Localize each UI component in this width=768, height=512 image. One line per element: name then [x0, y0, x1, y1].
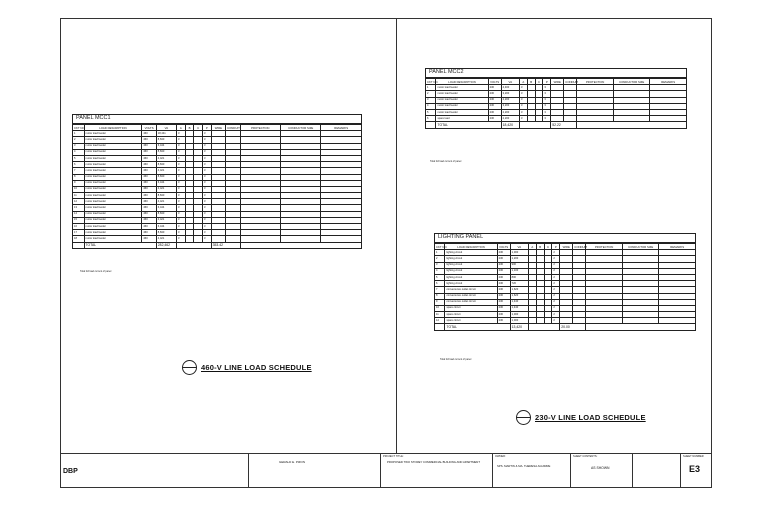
- table-cell: motor load feeder: [84, 186, 142, 192]
- panel-mcc1-note: Total full load current of panel: [80, 270, 112, 273]
- table-cell: 3: [202, 162, 211, 168]
- panel-mcc1-title: PANEL MCC1: [76, 115, 111, 121]
- table-cell: 1,440: [510, 299, 528, 305]
- table-cell: 230: [497, 250, 510, 256]
- table-cell: 3: [202, 211, 211, 217]
- table-cell: motor load feeder: [436, 109, 488, 115]
- total-cell: [426, 122, 436, 128]
- table-cell: motor load feeder: [84, 205, 142, 211]
- table-cell: 900: [510, 262, 528, 268]
- total-cell: [577, 122, 687, 128]
- table-cell: 460: [142, 230, 156, 236]
- table-cell: motor load feeder: [84, 230, 142, 236]
- table-cell: 3: [202, 174, 211, 180]
- table-cell: motor load feeder: [84, 199, 142, 205]
- table-cell: 2: [552, 305, 560, 311]
- column-header: CONDUCTOR SIZE: [280, 125, 320, 131]
- table-cell: 3: [519, 103, 527, 109]
- table-cell: 2,200: [501, 109, 519, 115]
- table-cell: 11: [435, 312, 445, 318]
- column-header: A: [528, 244, 536, 250]
- panel-mcc2-title: PANEL MCC2: [429, 69, 464, 75]
- table-cell: 3: [519, 91, 527, 97]
- table-cell: 3: [202, 217, 211, 223]
- column-header: CONDUIT: [227, 125, 240, 130]
- table-cell: 800: [510, 274, 528, 280]
- table-cell: 230: [497, 268, 510, 274]
- owner-cell: [492, 454, 570, 488]
- panel-mcc2-title-box: [425, 68, 687, 78]
- schedule-title-460v: 460-V LINE LOAD SCHEDULE: [182, 360, 312, 375]
- lighting-panel-table: [434, 243, 696, 331]
- table-cell: motor load feeder: [84, 131, 142, 137]
- column-header: REMARKS: [321, 125, 362, 131]
- panel-mcc2-table: [425, 78, 687, 129]
- column-header: VA: [501, 79, 519, 85]
- table-cell: 3: [202, 205, 211, 211]
- table-cell: 3: [519, 116, 527, 122]
- table-cell: 3: [202, 137, 211, 143]
- table-cell: 10: [435, 305, 445, 311]
- table-cell: 8: [435, 293, 445, 299]
- total-cell: [528, 324, 559, 330]
- table-cell: 3: [177, 143, 186, 149]
- table-cell: lighting circuit: [445, 262, 497, 268]
- table-cell: 2: [552, 312, 560, 318]
- table-cell: 1,000: [510, 318, 528, 324]
- table-cell: 4: [426, 103, 436, 109]
- table-cell: 9: [435, 299, 445, 305]
- table-cell: 8,840: [156, 193, 176, 199]
- total-cell: [435, 324, 445, 330]
- table-cell: 3: [202, 199, 211, 205]
- table-cell: motor load feeder: [84, 211, 142, 217]
- table-cell: lighting circuit: [445, 281, 497, 287]
- total-cell: 52.22: [551, 122, 577, 128]
- table-cell: 460: [142, 137, 156, 143]
- total-cell: [586, 324, 696, 330]
- table-cell: 7: [73, 168, 85, 174]
- table-cell: motor load feeder: [84, 155, 142, 161]
- schedule-title-230v: 230-V LINE LOAD SCHEDULE: [516, 410, 646, 425]
- table-cell: 3: [202, 236, 211, 242]
- total-cell: [177, 242, 212, 248]
- column-header: PROTECTION: [577, 79, 614, 85]
- table-cell: 230: [497, 281, 510, 287]
- section-marker-icon: [182, 360, 197, 375]
- panel-mcc1-table: [72, 124, 362, 249]
- table-cell: 3: [202, 155, 211, 161]
- table-cell: 3: [202, 149, 211, 155]
- table-cell: 460: [142, 155, 156, 161]
- table-cell: 8: [73, 174, 85, 180]
- table-cell: motor load feeder: [84, 143, 142, 149]
- total-cell: [73, 242, 85, 248]
- table-cell: 2: [73, 137, 85, 143]
- table-cell: lighting circuit: [445, 256, 497, 262]
- table-cell: motor load feeder: [84, 224, 142, 230]
- table-cell: 12: [73, 199, 85, 205]
- table-cell: 7: [435, 287, 445, 293]
- table-cell: 4,421: [156, 186, 176, 192]
- column-header: VOLTS: [497, 244, 510, 250]
- sheet-number: E3: [689, 464, 701, 474]
- total-row: [73, 242, 362, 248]
- table-cell: 3: [177, 217, 186, 223]
- table-cell: 13: [73, 205, 85, 211]
- table-cell: 230: [497, 287, 510, 293]
- table-cell: 3: [177, 131, 186, 137]
- table-cell: 9: [73, 180, 85, 186]
- table-cell: 460: [142, 193, 156, 199]
- table-cell: 2: [552, 274, 560, 280]
- table-cell: 4,421: [156, 168, 176, 174]
- column-header: WIRE: [551, 79, 564, 85]
- table-cell: 2: [552, 256, 560, 262]
- column-header: PROTECTION: [240, 125, 280, 131]
- table-cell: 230: [497, 293, 510, 299]
- table-cell: 230: [488, 97, 501, 103]
- table-cell: 6,444: [156, 205, 176, 211]
- table-cell: 15: [73, 217, 85, 223]
- table-cell: 4,421: [156, 155, 176, 161]
- column-header: CONDUIT: [574, 244, 588, 249]
- table-cell: 4,421: [156, 217, 176, 223]
- column-header: C: [535, 79, 543, 85]
- total-cell: [240, 242, 361, 248]
- table-cell: 460: [142, 205, 156, 211]
- table-cell: 2: [435, 256, 445, 262]
- table-cell: 4,421: [156, 199, 176, 205]
- column-header: A: [177, 125, 186, 131]
- sheet-contents-cell: [570, 454, 632, 488]
- column-header: CONDUIT: [565, 79, 579, 84]
- table-cell: 2: [552, 262, 560, 268]
- total-cell: 20.00: [560, 324, 586, 330]
- table-cell: motor load feeder: [84, 149, 142, 155]
- table-cell: 460: [142, 211, 156, 217]
- table-cell: 230: [497, 305, 510, 311]
- table-cell: 3: [519, 109, 527, 115]
- table-cell: 17: [73, 230, 85, 236]
- column-header: VOLTS: [142, 125, 156, 131]
- table-cell: 14: [73, 211, 85, 217]
- table-cell: 1,100: [510, 268, 528, 274]
- table-cell: 3: [202, 193, 211, 199]
- total-cell: [519, 122, 550, 128]
- table-cell: 230: [497, 318, 510, 324]
- table-cell: 3: [177, 186, 186, 192]
- table-cell: 3: [202, 143, 211, 149]
- table-cell: 230: [497, 299, 510, 305]
- table-cell: 2: [552, 250, 560, 256]
- project-title-label: PROJECT TITLE:: [383, 455, 404, 458]
- total-cell: TOTAL: [436, 122, 501, 128]
- table-cell: 3: [519, 85, 527, 91]
- table-cell: 18: [73, 236, 85, 242]
- table-cell: 4,400: [501, 85, 519, 91]
- project-title: PROPOSED TWO STOREY COMMERCIAL BUILDING AND APARTMENT: [387, 460, 481, 464]
- table-cell: 230: [488, 109, 501, 115]
- table-cell: 3: [177, 137, 186, 143]
- table-cell: motor load feeder: [436, 91, 488, 97]
- table-cell: convenience outlet circuit: [445, 293, 497, 299]
- table-cell: 3: [519, 97, 527, 103]
- column-header: VA: [156, 125, 176, 131]
- table-cell: 4: [435, 268, 445, 274]
- table-cell: 460: [142, 174, 156, 180]
- signature-cell: [248, 454, 380, 488]
- section-marker-icon: [516, 410, 531, 425]
- table-cell: 460: [142, 236, 156, 242]
- table-cell: 2: [552, 293, 560, 299]
- column-header: REMARKS: [659, 244, 696, 250]
- table-cell: 6: [426, 116, 436, 122]
- panel-mcc1-title-box: [72, 114, 362, 124]
- signature-name: GERALD E. PIZON: [279, 460, 306, 464]
- column-header: P: [202, 125, 211, 131]
- table-cell: 460: [142, 217, 156, 223]
- lighting-panel-title: LIGHTING PANEL: [438, 234, 484, 240]
- sheet-contents: AS SHOWN: [591, 466, 610, 470]
- table-cell: 3: [202, 180, 211, 186]
- table-cell: motor load feeder: [84, 168, 142, 174]
- table-cell: spare circuit: [445, 318, 497, 324]
- column-header: P: [552, 244, 560, 250]
- total-cell: TOTAL: [84, 242, 156, 248]
- table-cell: 3: [543, 103, 551, 109]
- table-cell: 2: [552, 268, 560, 274]
- table-cell: 460: [142, 143, 156, 149]
- column-header: LOAD DESCRIPTION: [84, 125, 142, 131]
- table-cell: 3: [177, 230, 186, 236]
- table-cell: 3: [543, 85, 551, 91]
- table-cell: 3: [543, 97, 551, 103]
- column-header: VA: [510, 244, 528, 250]
- table-cell: lighting circuit: [445, 250, 497, 256]
- table-cell: motor load feeder: [84, 193, 142, 199]
- table-cell: 3: [202, 131, 211, 137]
- table-cell: 6,444: [156, 143, 176, 149]
- column-header: LOAD DESCRIPTION: [445, 244, 497, 250]
- table-cell: 3: [202, 168, 211, 174]
- firm-logo: DBP: [63, 468, 78, 475]
- table-cell: 2: [552, 281, 560, 287]
- table-cell: spare load: [436, 116, 488, 122]
- total-row: [435, 324, 696, 330]
- table-cell: 1: [426, 85, 436, 91]
- table-cell: 5: [73, 155, 85, 161]
- table-cell: 6,444: [156, 224, 176, 230]
- table-cell: 8,840: [156, 137, 176, 143]
- lighting-panel-note: Total full load current of panel: [440, 358, 472, 361]
- table-cell: lighting circuit: [445, 274, 497, 280]
- column-header: WIRE: [211, 125, 225, 131]
- table-cell: 230: [488, 103, 501, 109]
- project-title-cell: [380, 454, 492, 488]
- table-cell: 6: [435, 281, 445, 287]
- table-cell: 230: [488, 116, 501, 122]
- table-cell: 2,200: [501, 97, 519, 103]
- table-cell: lighting circuit: [445, 268, 497, 274]
- table-cell: 3: [543, 109, 551, 115]
- column-header: A: [519, 79, 527, 85]
- table-cell: 230: [497, 312, 510, 318]
- owner-label: OWNER:: [495, 455, 506, 458]
- table-cell: 3: [177, 236, 186, 242]
- table-cell: 5: [426, 109, 436, 115]
- total-row: [426, 122, 687, 128]
- table-cell: motor load feeder: [84, 174, 142, 180]
- table-cell: motor load feeder: [84, 217, 142, 223]
- table-cell: 3,200: [501, 91, 519, 97]
- table-cell: 2,200: [501, 116, 519, 122]
- table-cell: spare circuit: [445, 305, 497, 311]
- table-cell: 3: [426, 97, 436, 103]
- column-header: WIRE: [560, 244, 573, 250]
- column-header: C: [194, 125, 203, 131]
- total-cell: 18,420: [501, 122, 519, 128]
- table-cell: 460: [142, 180, 156, 186]
- total-cell: 282,462: [156, 242, 176, 248]
- column-header: CKT NO.: [74, 125, 86, 130]
- table-cell: 3: [202, 224, 211, 230]
- table-cell: 3,200: [501, 103, 519, 109]
- table-cell: 3: [177, 199, 186, 205]
- panel-mcc2-note: Total full load current of panel: [430, 160, 462, 163]
- sheet-divider-vertical: [396, 18, 397, 454]
- column-header: C: [544, 244, 552, 250]
- title-block: [60, 454, 712, 488]
- table-cell: 5: [435, 274, 445, 280]
- table-cell: 460: [142, 199, 156, 205]
- table-cell: 3: [202, 230, 211, 236]
- project-info-cell: [632, 454, 680, 488]
- sheet-number-label: SHEET NUMBER: [683, 455, 704, 458]
- table-cell: 460: [142, 224, 156, 230]
- table-cell: 8,840: [156, 174, 176, 180]
- table-cell: 1,620: [510, 293, 528, 299]
- table-cell: spare circuit: [445, 312, 497, 318]
- table-cell: 3: [177, 174, 186, 180]
- table-cell: motor load feeder: [84, 137, 142, 143]
- table-cell: 460: [142, 168, 156, 174]
- table-cell: motor load feeder: [84, 180, 142, 186]
- table-cell: 230: [497, 262, 510, 268]
- table-cell: 3: [202, 186, 211, 192]
- table-cell: 1,000: [510, 250, 528, 256]
- column-header: CONDUCTOR SIZE: [622, 244, 659, 250]
- table-cell: motor load feeder: [436, 103, 488, 109]
- column-header: CKT NO.: [427, 79, 439, 84]
- table-cell: 3: [435, 262, 445, 268]
- table-cell: 4: [73, 149, 85, 155]
- total-cell: 13,420: [510, 324, 528, 330]
- table-cell: 230: [488, 91, 501, 97]
- table-cell: 3: [543, 116, 551, 122]
- table-cell: 6,444: [156, 180, 176, 186]
- table-cell: 8,840: [156, 230, 176, 236]
- table-cell: motor load feeder: [84, 162, 142, 168]
- owner-name: SPS. MARTIN & MA. THERESA AGUIRRE: [497, 464, 551, 468]
- table-cell: 12: [435, 318, 445, 324]
- table-cell: 460: [142, 131, 156, 137]
- table-cell: 3: [177, 168, 186, 174]
- table-cell: 230: [497, 256, 510, 262]
- column-header: B: [185, 125, 194, 131]
- table-cell: 230: [497, 274, 510, 280]
- table-cell: 3: [177, 205, 186, 211]
- table-cell: 2: [552, 299, 560, 305]
- table-cell: 460: [142, 162, 156, 168]
- table-cell: 18,441: [156, 131, 176, 137]
- column-header: REMARKS: [650, 79, 687, 85]
- table-cell: 3: [177, 211, 186, 217]
- table-cell: 3: [177, 224, 186, 230]
- table-cell: 10: [73, 186, 85, 192]
- total-cell: TOTAL: [445, 324, 510, 330]
- table-cell: 1,620: [510, 287, 528, 293]
- table-cell: 2: [426, 91, 436, 97]
- table-cell: motor load feeder: [84, 236, 142, 242]
- table-cell: convenience outlet circuit: [445, 299, 497, 305]
- column-header: VOLTS: [488, 79, 501, 85]
- table-cell: 3: [177, 180, 186, 186]
- column-header: CONDUCTOR SIZE: [613, 79, 650, 85]
- table-cell: convenience outlet circuit: [445, 287, 497, 293]
- table-cell: 1,000: [510, 312, 528, 318]
- table-cell: 4,421: [156, 236, 176, 242]
- table-cell: motor load feeder: [436, 97, 488, 103]
- table-cell: 16: [73, 224, 85, 230]
- table-cell: 1: [73, 131, 85, 137]
- table-cell: motor load feeder: [436, 85, 488, 91]
- table-cell: 3: [177, 162, 186, 168]
- total-cell: 353.42: [211, 242, 240, 248]
- column-header: LOAD DESCRIPTION: [436, 79, 488, 85]
- sheet-number-cell: [680, 454, 712, 488]
- table-cell: 1,440: [510, 305, 528, 311]
- table-cell: 3: [543, 91, 551, 97]
- table-cell: 1,200: [510, 256, 528, 262]
- table-cell: 230: [488, 85, 501, 91]
- column-header: PROTECTION: [586, 244, 623, 250]
- table-cell: 2: [552, 287, 560, 293]
- table-cell: 8,840: [156, 211, 176, 217]
- table-cell: 1: [435, 250, 445, 256]
- table-cell: 11: [73, 193, 85, 199]
- column-header: P: [543, 79, 551, 85]
- table-cell: 3: [177, 155, 186, 161]
- column-header: B: [527, 79, 535, 85]
- table-cell: 8,840: [156, 162, 176, 168]
- column-header: CKT NO.: [436, 244, 448, 249]
- sheet-contents-label: SHEET CONTENTS:: [573, 455, 598, 458]
- table-cell: 6: [73, 162, 85, 168]
- table-cell: 3: [73, 143, 85, 149]
- table-cell: 3: [177, 193, 186, 199]
- table-cell: 2: [552, 318, 560, 324]
- column-header: B: [536, 244, 544, 250]
- table-cell: 460: [142, 186, 156, 192]
- table-cell: 460: [142, 149, 156, 155]
- table-cell: 720: [510, 281, 528, 287]
- table-cell: 3: [177, 149, 186, 155]
- table-cell: 8,840: [156, 149, 176, 155]
